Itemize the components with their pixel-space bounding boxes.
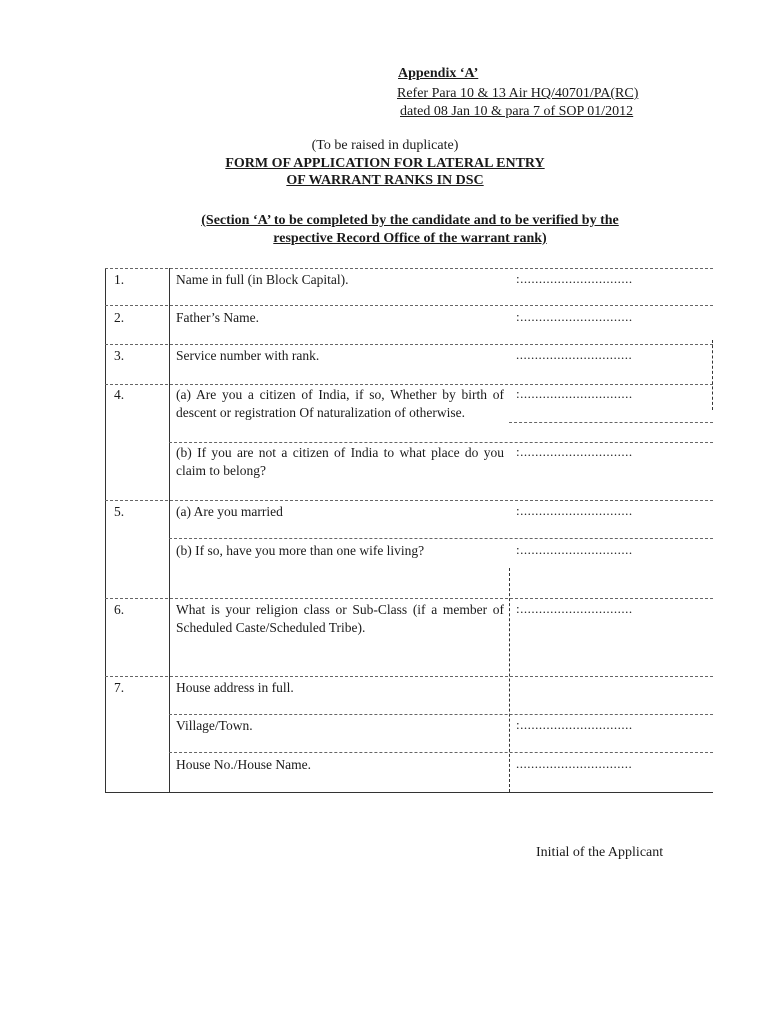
row-divider-4b <box>169 442 713 443</box>
question-religion-class: What is your religion class or Sub-Class (if a member of Scheduled Caste/Scheduled Tribe). <box>176 602 504 635</box>
section-instruction-line-1: (Section ‘A’ to be completed by the candidate and to be verified by the <box>201 213 619 228</box>
item-number-7: 7. <box>114 680 125 695</box>
appendix-heading: Appendix ‘A’ <box>398 66 479 81</box>
answer-field-name[interactable]: :.............................. <box>516 271 633 286</box>
duplicate-note: (To be raised in duplicate) <box>311 138 459 153</box>
reference-note <box>397 85 638 121</box>
table-right-border <box>712 340 713 410</box>
answer-field-fathers-name[interactable]: :.............................. <box>516 309 633 324</box>
table-left-border <box>105 268 106 792</box>
table-top-border <box>105 268 713 269</box>
item-number-3: 3. <box>114 348 125 363</box>
answer-line-4a <box>509 422 713 423</box>
question-fathers-name: Father’s Name. <box>176 310 259 325</box>
item-number-4: 4. <box>114 387 125 402</box>
table-bottom-border <box>105 792 713 793</box>
form-title-line-1: FORM OF APPLICATION FOR LATERAL ENTRY <box>225 156 545 171</box>
answer-field-religion-class[interactable]: :.............................. <box>516 601 633 616</box>
row-divider-7c <box>169 752 713 753</box>
answer-field-claim-to-belong[interactable]: :.............................. <box>516 444 633 459</box>
row-divider-3 <box>105 384 713 385</box>
form-table <box>105 268 713 792</box>
row-divider-6 <box>105 676 713 677</box>
initial-of-applicant-label: Initial of the Applicant <box>536 845 664 860</box>
item-number-6: 6. <box>114 602 125 617</box>
answer-field-house-number[interactable]: ............................... <box>516 756 633 771</box>
question-name-in-full: Name in full (in Block Capital). <box>176 272 349 287</box>
section-instruction <box>0 212 770 248</box>
question-citizenship: (a) Are you a citizen of India, if so, Whether by birth of descent or registration Of naturalization of otherwise. <box>176 387 504 420</box>
row-divider-5 <box>105 598 713 599</box>
form-title-line-2: OF WARRANT RANKS IN DSC <box>286 173 484 188</box>
question-married: (a) Are you married <box>176 504 283 519</box>
reference-line-1: Refer Para 10 & 13 Air HQ/40701/PA(RC) <box>397 86 639 101</box>
answer-field-married[interactable]: :.............................. <box>516 503 633 518</box>
row-divider-4 <box>105 500 713 501</box>
row-divider-1 <box>105 305 713 306</box>
question-service-number: Service number with rank. <box>176 348 320 363</box>
question-house-address: House address in full. <box>176 680 294 695</box>
answer-field-more-than-one-wife[interactable]: :.............................. <box>516 542 633 557</box>
item-number-2: 2. <box>114 310 125 325</box>
item-number-5: 5. <box>114 504 125 519</box>
question-claim-to-belong: (b) If you are not a citizen of India to what place do you claim to belong? <box>176 445 504 478</box>
question-house-number: House No./House Name. <box>176 757 311 772</box>
row-divider-7b <box>169 714 713 715</box>
section-instruction-line-2: respective Record Office of the warrant rank) <box>273 231 547 246</box>
question-more-than-one-wife: (b) If so, have you more than one wife living? <box>176 543 425 558</box>
question-village-town: Village/Town. <box>176 718 253 733</box>
answer-field-citizenship[interactable]: :.............................. <box>516 386 633 401</box>
answer-field-service-number[interactable]: ............................... <box>516 347 633 362</box>
answer-field-village-town[interactable]: :.............................. <box>516 717 633 732</box>
reference-line-2: dated 08 Jan 10 & para 7 of SOP 01/2012 <box>400 104 634 119</box>
table-answer-divider <box>509 568 510 792</box>
row-divider-5b <box>169 538 713 539</box>
form-title <box>0 155 770 189</box>
item-number-1: 1. <box>114 272 125 287</box>
row-divider-2 <box>105 344 713 345</box>
